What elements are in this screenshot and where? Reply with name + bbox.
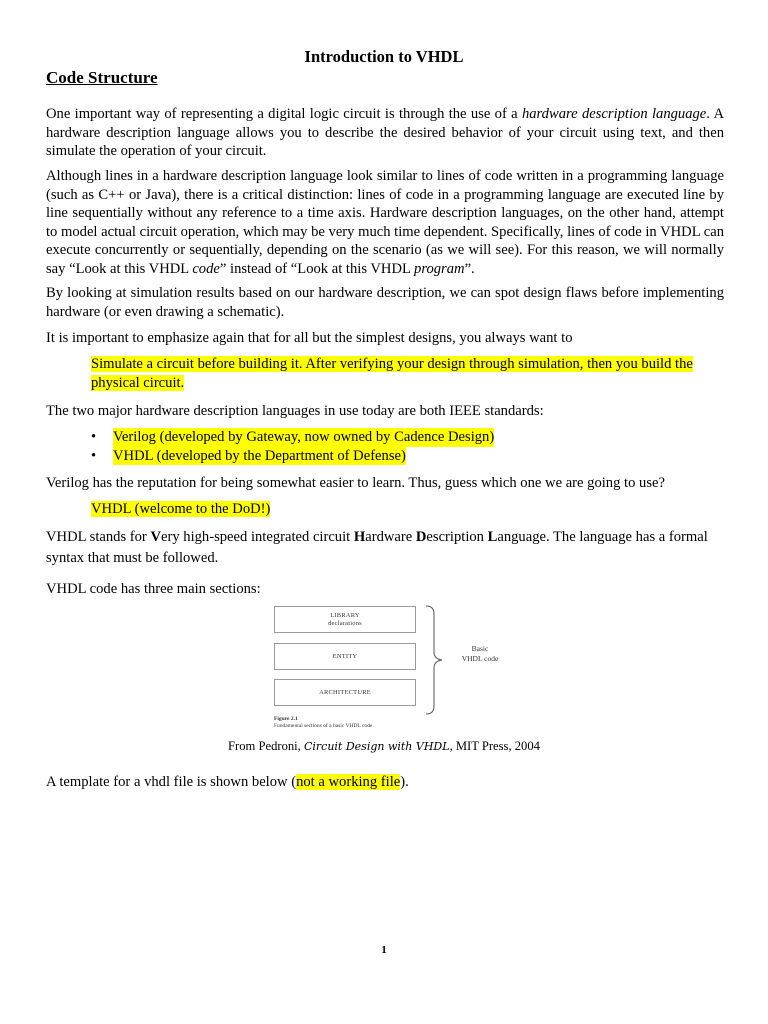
distinction-text-c: ” instead of “Look at this VHDL xyxy=(219,260,415,277)
bullet-list xyxy=(91,428,494,465)
list-item xyxy=(91,428,494,447)
entity-box xyxy=(274,643,416,670)
acronym-text-c: ery high-speed integrated circuit xyxy=(160,529,354,545)
template-text-a: A template for a vhdl file is shown below ( xyxy=(46,774,297,790)
entity-label: ENTITY xyxy=(332,652,358,660)
bullet-icon: • xyxy=(91,429,97,445)
library-label: LIBRARY xyxy=(330,612,360,619)
acronym-text-a: VHDL stands for xyxy=(46,529,151,545)
paragraph-template xyxy=(46,773,724,792)
acronym-text-g: escription xyxy=(426,529,488,545)
figure-description: Fundamental sections of a basic VHDL code. xyxy=(274,722,374,729)
hdl-term: hardware description language xyxy=(521,106,707,122)
intro-text-c: . A hardware description language allows you to describe the desired behavior of your circuit using text, and then simulate the operation of your circuit. xyxy=(46,106,724,160)
credit-text-a: From Pedroni, xyxy=(228,739,304,753)
library-box xyxy=(274,606,416,633)
intro-text-a: One important way of representing a digital logic circuit is through the use of a xyxy=(46,106,522,122)
library-sublabel: declarations xyxy=(328,619,362,627)
paragraph-intro xyxy=(46,105,724,161)
paragraph-acronym xyxy=(46,527,724,569)
architecture-label: ARCHITECTURE xyxy=(319,688,371,696)
acronym-v: V xyxy=(150,529,161,545)
acronym-text-e: ardware xyxy=(365,529,416,545)
paragraph-sections: VHDL code has three main sections: xyxy=(46,581,261,597)
architecture-box xyxy=(274,679,416,706)
credit-book-title: Circuit Design with VHDL xyxy=(303,740,450,753)
basic-vhdl-label xyxy=(450,644,510,664)
acronym-l: L xyxy=(487,529,498,545)
figure-number: Figure 2.1 xyxy=(274,716,298,722)
paragraph-standards: The two major hardware description languages in use today are both IEEE standards: xyxy=(46,403,544,419)
distinction-text-a: Although lines in a hardware description language look similar to lines of code written in a programming language (such as C++ or Java), there is a critical distinction: lines of code in a programming language are executed line by line sequentially without any reference to a time axis. Hardware description languages, on the other hand, attempt to model actual circuit operation, which may be very much time dependent. Specifically, lines of code in VHDL can execute concurrently or sequentially, depending on the scenario (as we will see). For this reason, we will normally say “Look at this VHDL xyxy=(46,168,724,277)
program-term: program xyxy=(414,260,465,277)
template-text-c: ). xyxy=(400,774,409,790)
highlight-simulate-block xyxy=(91,355,727,392)
bullet-icon: • xyxy=(91,447,97,464)
page-number: 1 xyxy=(381,944,387,956)
credit-text-c: , MIT Press, 2004 xyxy=(449,739,540,753)
section-heading: Code Structure xyxy=(46,68,158,87)
figure-caption xyxy=(274,716,374,729)
highlight-dod-text: VHDL (welcome to the DoD!) xyxy=(91,501,271,517)
paragraph-simulation: By looking at simulation results based on our hardware description, we can spot design flaws before implementing hardware (or even drawing a schematic). xyxy=(46,285,724,320)
paragraph-distinction xyxy=(46,167,724,279)
acronym-text-i: anguage. The language has a formal syntax that must be followed. xyxy=(46,529,708,566)
document-title: Introduction to VHDL xyxy=(304,47,464,66)
bullet-vhdl: VHDL (developed by the Department of Defense) xyxy=(113,447,406,464)
acronym-h: H xyxy=(353,529,366,545)
bullet-verilog: Verilog (developed by Gateway, now owned by Cadence Design) xyxy=(113,429,495,445)
acronym-d: D xyxy=(415,529,427,545)
highlight-simulate-text: Simulate a circuit before building it. After verifying your design through simulation, then you build the physical circuit. xyxy=(91,356,693,391)
paragraph-emphasize: It is important to emphasize again that for all but the simplest designs, you always want to xyxy=(46,330,573,346)
paragraph-verilog: Verilog has the reputation for being somewhat easier to learn. Thus, guess which one we are going to use? xyxy=(46,475,665,491)
basic-label-line2: VHDL code xyxy=(461,654,499,663)
template-highlight: not a working file xyxy=(296,774,401,790)
highlight-dod-block xyxy=(91,500,727,519)
code-term: code xyxy=(192,260,220,277)
distinction-text-e: ”. xyxy=(464,260,475,277)
vhdl-structure-figure xyxy=(272,604,512,739)
brace-icon xyxy=(424,604,444,716)
list-item xyxy=(91,447,494,466)
figure-credit xyxy=(0,739,768,754)
basic-label-line1: Basic xyxy=(471,644,489,653)
